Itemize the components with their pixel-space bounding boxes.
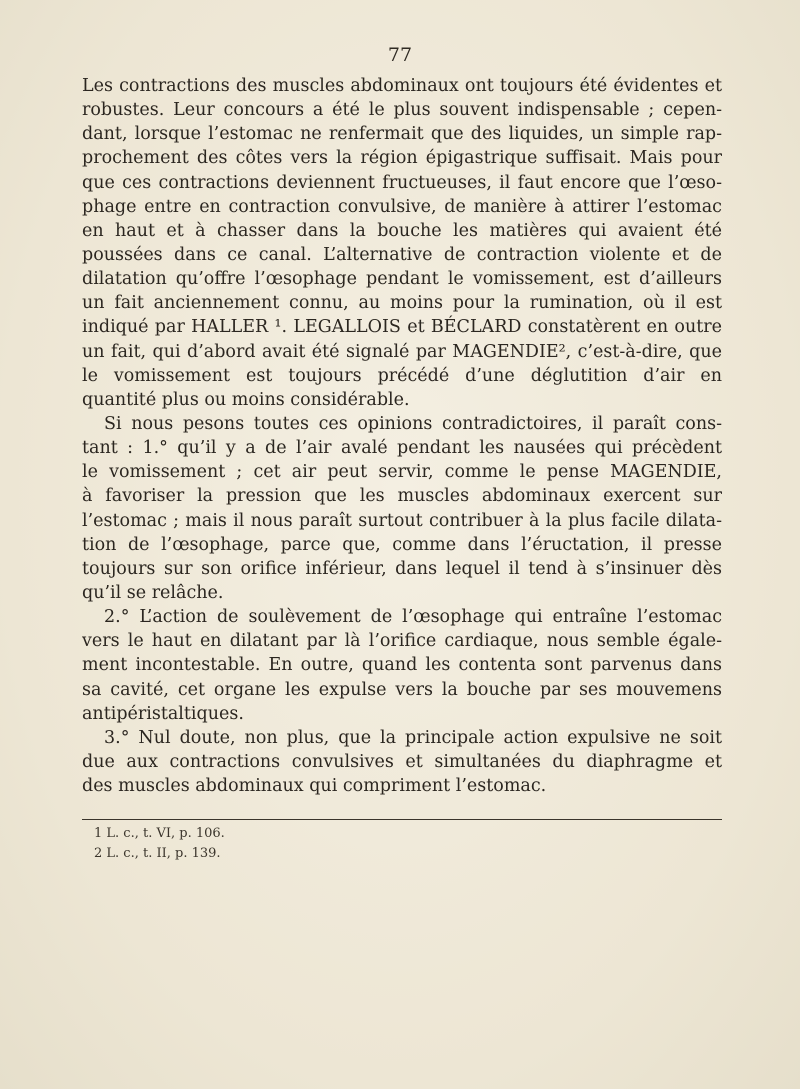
text-line: quantité plus ou moins considérable. [82,389,410,410]
text-line: antipéristaltiques. [82,703,244,724]
footnotes [94,824,494,864]
text-line: due aux contractions convulsives et simultanées du diaphragme et [82,751,722,772]
text-line: toujours sur son orifice inférieur, dans lequel il tend à s’insinuer dès [82,558,722,579]
text-line: que ces contractions deviennent fructueuses, il faut encore que l’œso- [82,172,722,193]
footnote: 1 L. c., t. VI, p. 106. [94,826,225,841]
text-line: poussées dans ce canal. L’alternative de contraction violente et de [82,244,722,265]
text-line: tion de l’œsophage, parce que, comme dans l’éructation, il presse [82,534,722,555]
text-line: dilatation qu’offre l’œsophage pendant le vomissement, est d’ailleurs [82,269,722,290]
text-line: tant : 1.° qu’il y a de l’air avalé pendant les nausées qui précèdent [82,438,722,459]
text-line: vers le haut en dilatant par là l’orifice cardiaque, nous semble égale- [82,631,722,652]
footnote-divider [82,819,722,820]
text-line: des muscles abdominaux qui compriment l’estomac. [82,776,547,797]
text-line: l’estomac ; mais il nous paraît surtout contribuer à la plus facile dilata- [82,510,722,531]
text-line: 2.° L’action de soulèvement de l’œsophage qui entraîne l’estomac [104,607,722,628]
text-line: ment incontestable. En outre, quand les contenta sont parvenus dans [82,655,722,676]
text-line: Si nous pesons toutes ces opinions contradictoires, il paraît cons- [104,413,722,434]
text-line: un fait anciennement connu, au moins pour la rumination, où il est [82,293,722,314]
text-line: le vomissement ; cet air peut servir, comme le pense MAGENDIE, [82,462,722,483]
text-line: phage entre en contraction convulsive, de manière à attirer l’estomac [82,196,722,217]
text-line: robustes. Leur concours a été le plus souvent indispensable ; cepen- [82,100,722,121]
text-line: à favoriser la pression que les muscles abdominaux exercent sur [82,486,722,507]
text-line: indiqué par HALLER ¹. LEGALLOIS et BÉCLARD constatèrent en outre [82,317,722,338]
text-line: 3.° Nul doute, non plus, que la principale action expulsive ne soit [104,727,722,748]
text-line: sa cavité, cet organe les expulse vers la bouche par ses mouvemens [82,679,722,700]
text-line: le vomissement est toujours précédé d’une déglutition d’air en [82,365,722,386]
text-line: dant, lorsque l’estomac ne renfermait que des liquides, un simple rap- [82,124,722,145]
text-line: un fait, qui d’abord avait été signalé par MAGENDIE², c’est-à-dire, que [82,341,722,362]
body-text [82,74,722,798]
page-number: 77 [387,44,413,66]
text-line: Les contractions des muscles abdominaux ont toujours été évidentes et [82,76,722,96]
text-line: en haut et à chasser dans la bouche les matières qui avaient été [82,220,722,241]
text-line: prochement des côtes vers la région épigastrique suffisait. Mais pour [82,148,722,169]
text-line: qu’il se relâche. [82,582,224,603]
footnote: 2 L. c., t. II, p. 139. [94,846,221,861]
